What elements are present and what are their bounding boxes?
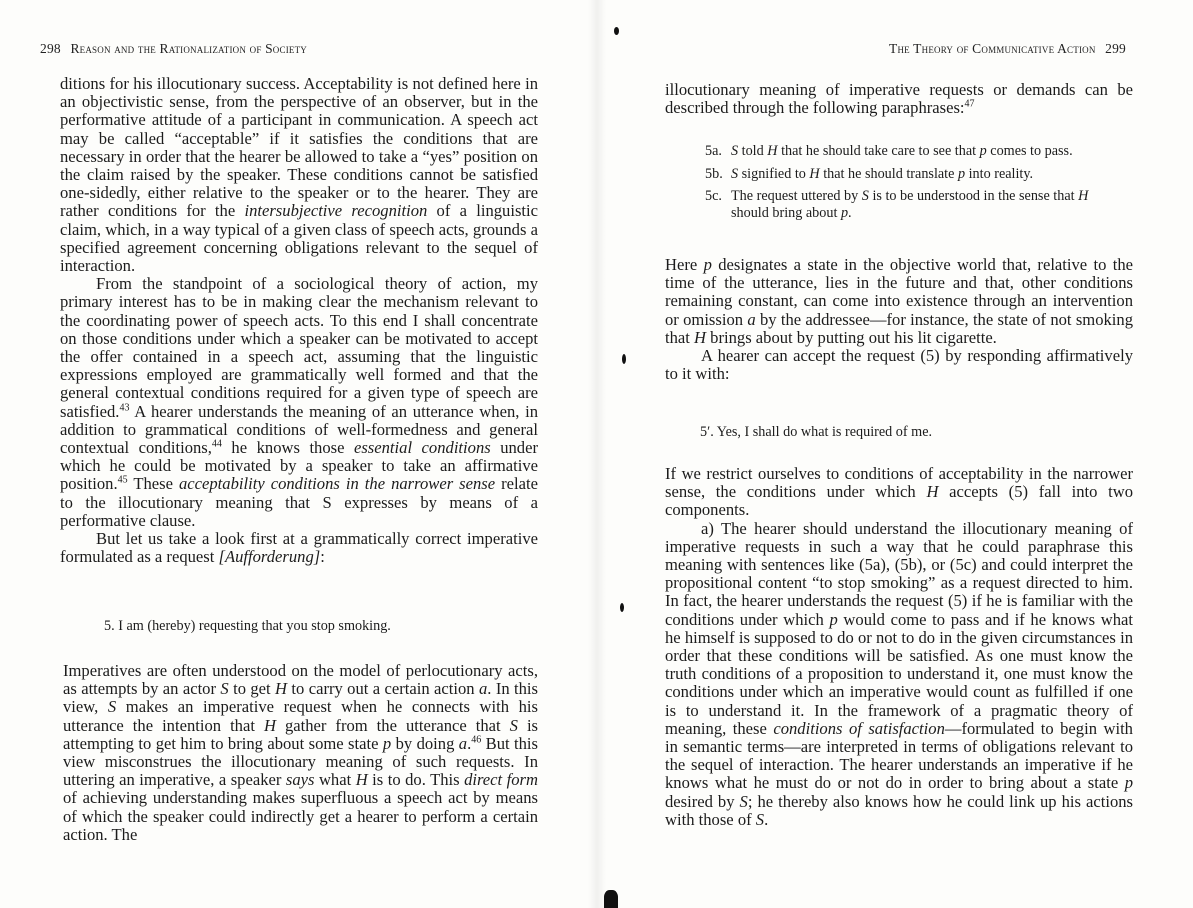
left-page-number: 298 <box>40 41 61 56</box>
example-5a: 5a. S told H that he should take care to see that p comes to pass. <box>705 143 1073 159</box>
right-body-bottom <box>665 465 1133 829</box>
left-page <box>0 0 596 908</box>
right-body-middle <box>665 256 1133 383</box>
right-page-header <box>889 41 1132 57</box>
footnote-ref: 46 <box>471 734 482 746</box>
example-5: 5. I am (hereby) requesting that you stop smoking. <box>104 618 391 634</box>
paraphrase-examples <box>705 143 1125 227</box>
paragraph: ditions for his illocutionary success. Acceptability is not defined here in an objectivistic sense, from the perspective of an observer, but in the performative attitude of a participant in communication. A speech act may be called “acceptable” if it satisfies the conditions that are necessary in order that the hearer be allowed to take a “yes” position on the claim raised by the speaker. These conditions cannot be satisfied one-sidedly, either relative to the speaker or to the hearer. They are rather conditions for the intersubjective recognition of a linguistic claim, which, in a way typical of a given class of speech acts, grounds a specified agreement concerning obligations relevant to the sequel of interaction. <box>60 74 539 276</box>
right-page <box>596 0 1193 908</box>
right-body-top <box>665 81 1133 117</box>
paragraph: But let us take a look first at a grammatically correct imperative formulated as a request [Aufforderung]: <box>60 529 538 567</box>
paragraph: Here p designates a state in the objective world that, relative to the time of the utterance, lies in the future and that, other conditions remaining constant, can come into existence through an intervention or omission a by the addressee—for instance, the state of not smoking that H brings about by putting out his lit cigarette. <box>665 255 1134 347</box>
paragraph: illocutionary meaning of imperative requests or demands can be described through the following paraphrases:$^{47}$ <box>665 80 1133 118</box>
paragraph: Imperatives are often understood on the model of perlocutionary acts, as attempts by an actor S to get H to carry out a certain action a. In this view, S makes an imperative request when he connects with his utterance the intention that H gather from the utterance that S is attempting to get him to bring about some state p by doing a.$^{46}$ But this view misconstrues the illocutionary meaning of such requests. In uttering an imperative, a speaker says what H is to do. This direct form of achieving understanding makes superfluous a speech act by means of which the speaker could indirectly get a hearer to perform a certain action. The <box>63 661 539 844</box>
right-running-title: The Theory of Communicative Action <box>889 41 1096 56</box>
footnote-ref: 43 <box>119 402 130 414</box>
paragraph: From the standpoint of a sociological theory of action, my primary interest has to be in making clear the mechanism relevant to the coordinating power of speech acts. To this end I shall concentrate on those conditions under which a speaker can be motivated to accept the offer contained in a speech act, assuming that the linguistic expressions employed are grammatically well formed and that the general contextual conditions required for a given type of speech are satisfied.$^{43}$ A hearer understands the meaning of an utterance when, in addition to grammatical conditions of well-formedness and general contextual conditions,$^{44}$ he knows those essential conditions under which he could be motivated by a speaker to take an affirmative position.$^{45}$ These acceptability conditions in the narrower sense relate to the illocutionary meaning that S expresses by means of a performative clause. <box>60 274 538 530</box>
left-body-bottom <box>63 662 538 844</box>
paragraph: A hearer can accept the request (5) by responding affirmatively to it with: <box>665 346 1133 384</box>
left-body-top <box>60 75 538 566</box>
footnote-ref: 45 <box>117 474 128 486</box>
footnote-ref: 44 <box>211 438 222 450</box>
example-5-prime: 5′. Yes, I shall do what is required of me. <box>700 424 933 440</box>
paragraph: a) The hearer should understand the illocutionary meaning of imperative requests in such a way that he could paraphrase this meaning with sentences like (5a), (5b), or (5c) and could interpret the propositional content “to stop smoking” as a request directed to him. In fact, the hearer understands the request (5) if he is familiar with the conditions under which p would come to pass and if he knows what he himself is supposed to do or not to do in the given circumstances in order that these conditions will be satisfied. As one must know the truth conditions of a proposition to understand it, one must know the conditions under which an imperative would count as fulfilled if one is to understand it. In the framework of a pragmatic theory of meaning, these conditions of satisfaction—formulated to begin with in semantic terms—are interpreted in terms of obligations relevant to the sequel of interaction. The hearer understands an imperative if he knows what he must do or not do in order to bring about a state p desired by S; he thereby also knows how he could link up his actions with those of S. <box>665 518 1133 829</box>
left-running-title: Reason and the Rationalization of Society <box>70 41 308 56</box>
left-page-header <box>34 41 307 57</box>
paragraph: If we restrict ourselves to conditions of acceptability in the narrower sense, the conditions under which H accepts (5) fall into two components. <box>665 464 1134 520</box>
example-5b: 5b. S signified to H that he should translate p into reality. <box>705 165 1034 182</box>
footnote-ref: 47 <box>964 98 975 110</box>
example-5c: 5c. The request uttered by S is to be understood in the sense that H should bring about p. <box>705 188 1089 221</box>
right-page-number: 299 <box>1105 41 1126 56</box>
